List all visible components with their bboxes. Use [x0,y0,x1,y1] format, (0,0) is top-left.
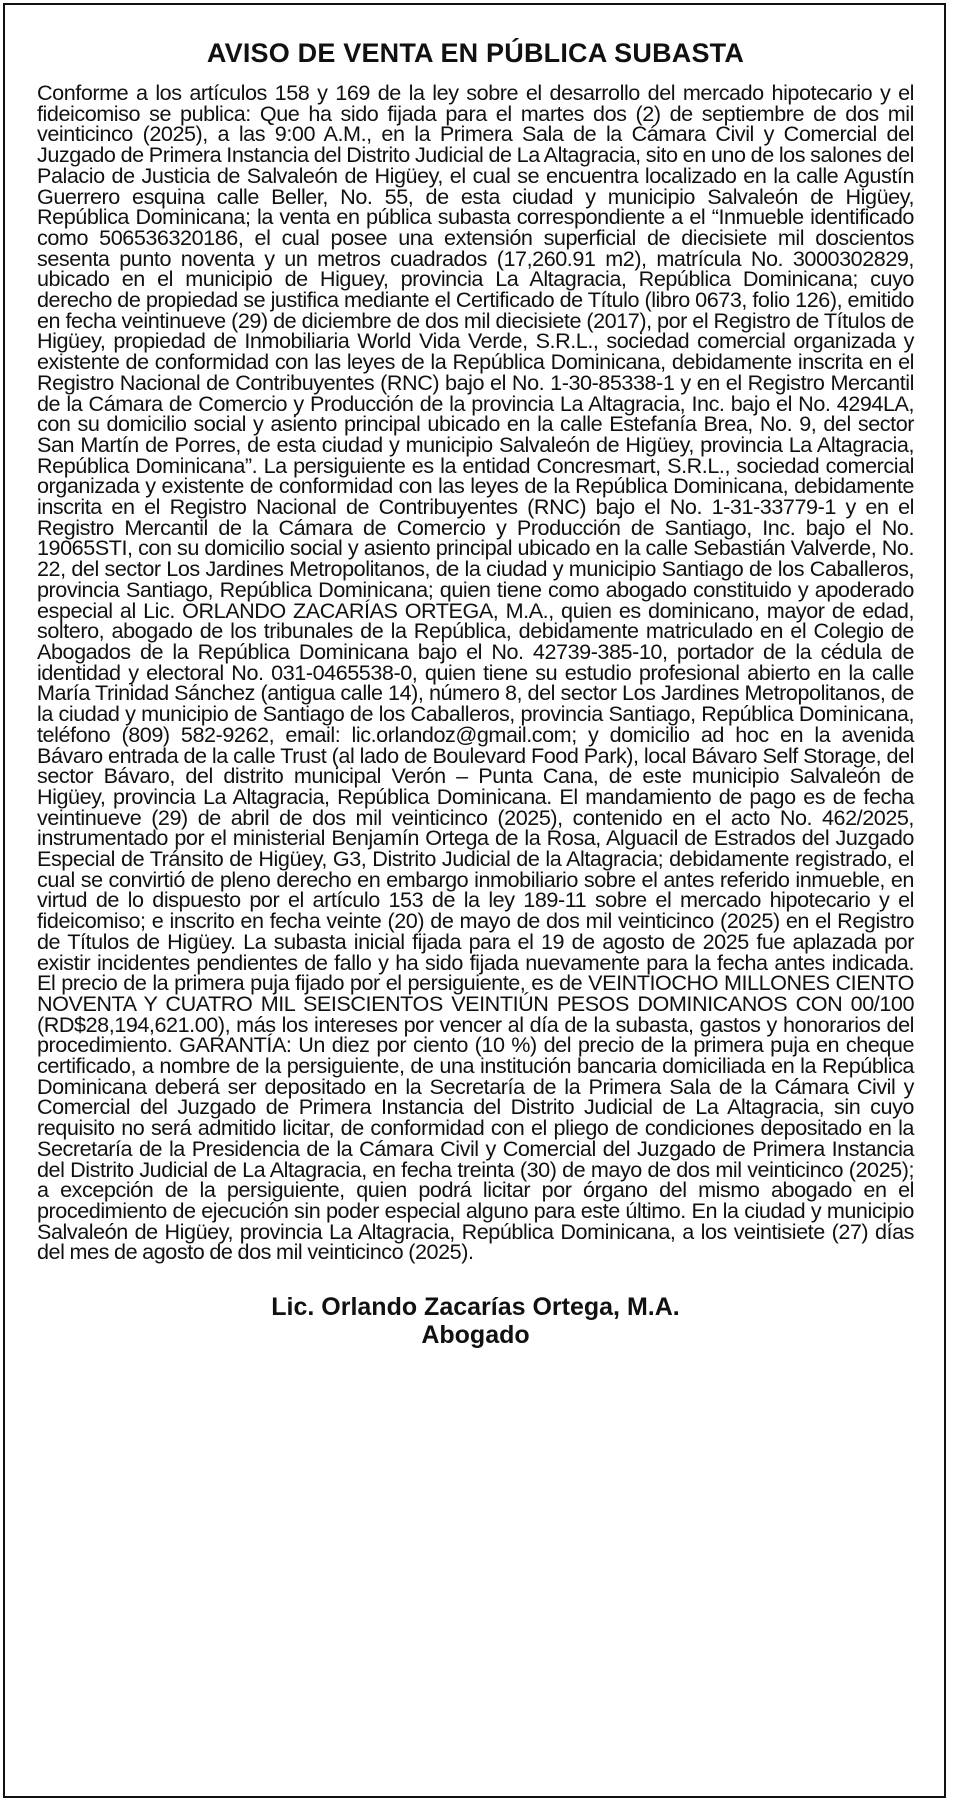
signature-role: Abogado [421,1321,530,1350]
notice-frame [3,3,946,1798]
signature-name: Lic. Orlando Zacarías Ortega, M.A. [271,1293,680,1322]
notice-title: AVISO DE VENTA EN PÚBLICA SUBASTA [206,38,745,68]
notice-body: Conforme a los artículos 158 y 169 de la ley sobre el desarrollo del mercado hipotecario y el fideicomiso se publica: Que ha sido fijada para el martes dos (2) de septiembre de dos mil veinticinco (2025), a las 9:00 A.M., en la Primera Sala de la Cámara Civil y Comercial del Juzgado de Primera Instancia del Distrito Judicial de La Altagracia, sito en uno de los salones del Palacio de Justicia de Salvaleón de Higüey, el cual se encuentra localizado en la calle Agustín Guerrero esquina calle Beller, No. 55, de esta ciudad y municipio Salvaleón de Higüey, República Dominicana; la venta en pública subasta correspondiente a el “Inmueble identificado como 506536320186, el cual posee una extensión superficial de diecisiete mil doscientos sesenta punto noventa y un metros cuadrados (17,260.91 m2), matrícula No. 3000302829, ubicado en el municipio de Higuey, provincia La Altagracia, República Dominicana; cuyo derecho de propiedad se justifica mediante el Certificado de Título (libro 0673, folio 126), emitido en fecha veintinueve (29) de diciembre de dos mil diecisiete (2017), por el Registro de Títulos de Higüey, propiedad de Inmobiliaria World Vida Verde, S.R.L., sociedad comercial organizada y existente de conformidad con las leyes de la República Dominicana, debidamente inscrita en el Registro Nacional de Contribuyentes (RNC) bajo el No. 1-30-85338-1 y en el Registro Mercantil de la Cámara de Comercio y Producción de la provincia La Altagracia, Inc. bajo el No. 4294LA, con su domicilio social y asiento principal ubicado en la calle Estefanía Brea, No. 9, del sector San Martín de Porres, de esta ciudad y municipio Salvaleón de Higüey, provincia La Altagracia, República Dominicana”. La persiguiente es la entidad Concresmart, S.R.L., sociedad comercial organizada y existente de conformidad con las leyes de la República Dominicana, debidamente inscrita en el Registro Nacional de Contribuyentes (RNC) bajo el No. 1-31-33779-1 y en el Registro Mercantil de la Cámara de Comercio y Producción de Santiago, Inc. bajo el No. 19065STI, con su domicilio social y asiento principal ubicado en la calle Sebastián Valverde, No. 22, del sector Los Jardines Metropolitanos, de la ciudad y municipio Santiago de los Caballeros, provincia Santiago, República Dominicana; quien tiene como abogado constituido y apoderado especial al Lic. ORLANDO ZACARÍAS ORTEGA, M.A., quien es dominicano, mayor de edad, soltero, abogado de los tribunales de la República, debidamente matriculado en el Colegio de Abogados de la República Dominicana bajo el No. 42739-385-10, portador de la cédula de identidad y electoral No. 031-0465538-0, quien tiene su estudio profesional abierto en la calle María Trinidad Sánchez (antigua calle 14), número 8, del sector Los Jardines Metropolitanos, de la ciudad y municipio de Santiago de los Caballeros, provincia Santiago, República Dominicana, teléfono (809) 582-9262, email: lic.orlandoz@gmail.com; y domicilio ad hoc en la avenida Bávaro entrada de la calle Trust (al lado de Boulevard Food Park), local Bávaro Self Storage, del sector Bávaro, del distrito municipal Verón – Punta Cana, de este municipio Salvaleón de Higüey, provincia La Altagracia, República Dominicana. El mandamiento de pago es de fecha veintinueve (29) de abril de dos mil veinticinco (2025), contenido en el acto No. 462/2025, instrumentado por el ministerial Benjamín Ortega de la Rosa, Alguacil de Estrados del Juzgado Especial de Tránsito de Higüey, G3, Distrito Judicial de la Altagracia; debidamente registrado, el cual se convirtió de pleno derecho en embargo inmobiliario sobre el antes referido inmueble, en virtud de lo dispuesto por el artículo 153 de la ley 189-11 sobre el mercado hipotecario y el fideicomiso; e inscrito en fecha veinte (20) de mayo de dos mil veinticinco (2025) en el Registro de Títulos de Higüey. La subasta inicial fijada para el 19 de agosto de 2025 fue aplazada por existir incidentes pendientes de fallo y ha sido fijada nuevamente para la fecha antes indicada. El precio de la primera puja fijado por el persiguiente, es de VEINTIOCHO MILLONES CIENTO NOVENTA Y CUATRO MIL SEISCIENTOS VEINTIÚN PESOS DOMINICANOS CON 00/100 (RD$28,194,621.00), más los intereses por vencer al día de la subasta, gastos y honorarios del procedimiento. GARANTÍA: Un diez por ciento (10 %) del precio de la primera puja en cheque certificado, a nombre de la persiguiente, de una institución bancaria domiciliada en la República Dominicana deberá ser depositado en la Secretaría de la Primera Sala de la Cámara Civil y Comercial del Juzgado de Primera Instancia del Distrito Judicial de La Altagracia, sin cuyo requisito no será admitido licitar, de conformidad con el pliego de condiciones depositado en la Secretaría de la Presidencia de la Cámara Civil y Comercial del Juzgado de Primera Instancia del Distrito Judicial de La Altagracia, en fecha treinta (30) de mayo de dos mil veinticinco (2025); a excepción de la persiguiente, quien podrá licitar por órgano del mismo abogado en el procedimiento de ejecución sin poder especial alguno para este último. En la ciudad y municipio Salvaleón de Higüey, provincia La Altagracia, República Dominicana, a los veintisiete (27) días del mes de agosto de dos mil veinticinco (2025). [37,80,914,1265]
signature-block [37,1293,914,1349]
